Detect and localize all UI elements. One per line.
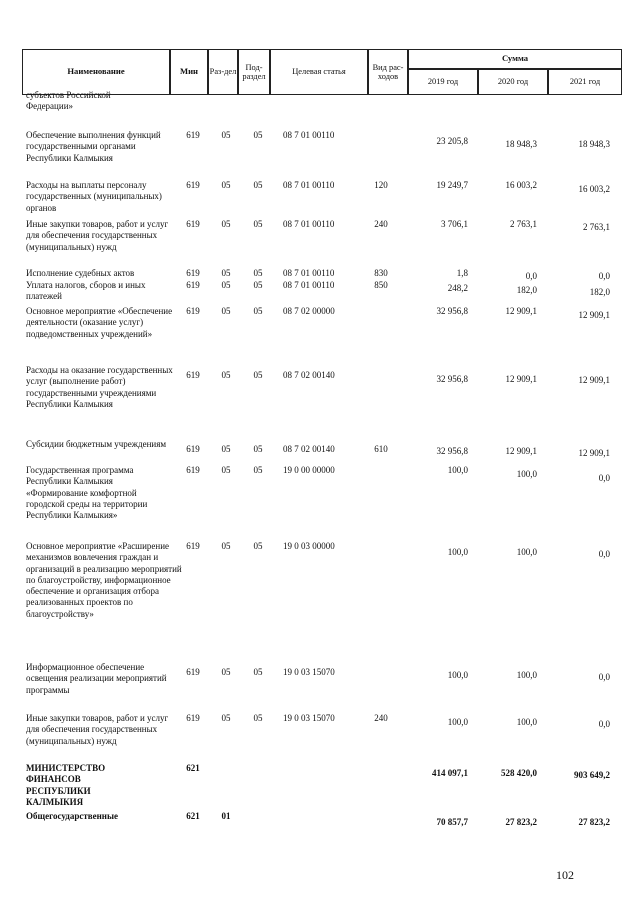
row-razdel: 01 [221,811,231,821]
row-2019: 100,0 [447,547,468,557]
row-2021: 0,0 [598,672,610,682]
row-2021: 12 909,1 [578,375,610,385]
row-podrazdel: 05 [253,280,263,290]
row-2020: 27 823,2 [505,817,537,827]
row-podrazdel: 05 [253,667,263,677]
row-celevaya: 08 7 01 00110 [283,180,335,190]
row-vid: 850 [374,280,388,290]
row-razdel: 05 [221,465,231,475]
row-2020: 2 763,1 [510,219,537,229]
row-2020: 100,0 [516,469,537,479]
row-2019: 70 857,7 [436,817,468,827]
row-2019: 32 956,8 [436,446,468,456]
row-2019: 1,8 [456,268,468,278]
row-2019: 100,0 [447,717,468,727]
row-2019: 100,0 [447,465,468,475]
row-razdel: 05 [221,219,231,229]
row-2020: 100,0 [516,547,537,557]
row-podrazdel: 05 [253,306,263,316]
row-name: Основное мероприятие «Обеспечение деятельности (оказание услуг) подведомственных учреждений» [26,306,173,339]
row-2021: 2 763,1 [583,222,610,232]
row-podrazdel: 05 [253,541,263,551]
row-celevaya: 08 7 02 00140 [283,444,335,454]
header-2021: 2021 год [548,69,622,95]
row-2019: 100,0 [447,670,468,680]
row-2020: 0,0 [525,271,537,281]
row-podrazdel: 05 [253,444,263,454]
row-vid: 610 [374,444,388,454]
row-name: Иные закупки товаров, работ и услуг для обеспечения государственных (муниципальных) нужд [26,219,169,252]
row-2021: 18 948,3 [578,139,610,149]
row-2021: 12 909,1 [578,310,610,320]
row-celevaya: 08 7 01 00110 [283,268,335,278]
row-name: Уплата налогов, сборов и иных платежей [26,280,146,302]
row-2019: 248,2 [447,283,468,293]
row-celevaya: 08 7 02 00000 [283,306,335,316]
header-celevaya: Целевая статья [270,49,368,95]
row-min: 619 [186,130,200,140]
header-vid: Вид рас-ходов [368,49,408,95]
header-2019: 2019 год [408,69,478,95]
row-2020: 16 003,2 [505,180,537,190]
row-2019: 414 097,1 [432,768,468,778]
row-2021: 0,0 [598,271,610,281]
row-podrazdel: 05 [253,713,263,723]
row-name: Исполнение судебных актов [26,268,135,278]
row-name: Расходы на оказание государственных услуг (выполнение работ) государственными учреждениями Республики Калмыкия [26,365,173,409]
row-2019: 32 956,8 [436,306,468,316]
header-razdel: Раз-дел [208,49,238,95]
row-min: 619 [186,280,200,290]
row-min: 619 [186,370,200,380]
row-min: 621 [186,811,200,821]
header-2020: 2020 год [478,69,548,95]
row-podrazdel: 05 [253,370,263,380]
row-podrazdel: 05 [253,465,263,475]
row-2019: 23 205,8 [436,136,468,146]
page-number: 102 [556,868,574,882]
row-celevaya: 19 0 03 00000 [283,541,335,551]
row-name: МИНИСТЕРСТВО ФИНАНСОВ РЕСПУБЛИКИ КАЛМЫКИЯ [26,763,106,807]
header-summa: Сумма [408,49,622,69]
row-celevaya: 19 0 03 15070 [283,713,335,723]
row-min: 619 [186,465,200,475]
row-vid: 240 [374,713,388,723]
row-celevaya: 19 0 03 15070 [283,667,335,677]
row-razdel: 05 [221,306,231,316]
row-vid: 120 [374,180,388,190]
header-name: Наименование [22,49,170,95]
row-2021: 0,0 [598,719,610,729]
row-name: Субсидии бюджетным учреждениям [26,439,167,449]
row-min: 619 [186,306,200,316]
row-2020: 100,0 [516,670,537,680]
row-razdel: 05 [221,370,231,380]
row-vid: 240 [374,219,388,229]
row-2020: 12 909,1 [505,446,537,456]
row-name: Информационное обеспечение освещения реализации мероприятий программы [26,662,167,695]
row-razdel: 05 [221,130,231,140]
row-2020: 18 948,3 [505,139,537,149]
row-2021: 16 003,2 [578,184,610,194]
row-min: 619 [186,219,200,229]
row-name: Общегосударственные [26,811,118,821]
row-min: 619 [186,713,200,723]
row-2020: 182,0 [516,285,537,295]
table-header [22,49,622,95]
row-name: Государственная программа Республики Калмыкия «Формирование комфортной городской среды на территории Республики Калмыкия» [26,465,148,521]
row-celevaya: 08 7 01 00110 [283,280,335,290]
row-razdel: 05 [221,180,231,190]
row-2020: 100,0 [516,717,537,727]
row-2019: 32 956,8 [436,374,468,384]
row-podrazdel: 05 [253,219,263,229]
row-2021: 903 649,2 [574,770,610,780]
row-razdel: 05 [221,667,231,677]
row-2020: 12 909,1 [505,374,537,384]
row-2020: 12 909,1 [505,306,537,316]
row-razdel: 05 [221,268,231,278]
row-razdel: 05 [221,541,231,551]
row-name: Основное мероприятие «Расширение механизмов вовлечения граждан и организаций в реализацию мероприятий по благоустройству, информационное обеспечение и организация отбора реализованных проектов по благоустройству» [26,541,182,619]
row-2021: 0,0 [598,549,610,559]
row-2021: 182,0 [589,287,610,297]
header-podrazdel: Под-раздел [238,49,270,95]
row-vid: 830 [374,268,388,278]
row-min: 619 [186,180,200,190]
row-razdel: 05 [221,444,231,454]
row-celevaya: 08 7 01 00110 [283,130,335,140]
row-2021: 0,0 [598,473,610,483]
row-min: 619 [186,268,200,278]
row-podrazdel: 05 [253,180,263,190]
row-name: Иные закупки товаров, работ и услуг для обеспечения государственных (муниципальных) нужд [26,713,169,746]
row-2020: 528 420,0 [501,768,537,778]
row-celevaya: 19 0 00 00000 [283,465,335,475]
row-podrazdel: 05 [253,268,263,278]
row-min: 621 [186,763,200,773]
row-podrazdel: 05 [253,130,263,140]
row-2019: 3 706,1 [441,219,468,229]
row-name: Расходы на выплаты персоналу государственных (муниципальных) органов [26,180,162,213]
row-2021: 12 909,1 [578,448,610,458]
row-min: 619 [186,444,200,454]
row-celevaya: 08 7 01 00110 [283,219,335,229]
row-name: Обеспечение выполнения функций государственными органами Республики Калмыкия [26,130,161,163]
header-min: Мин [170,49,208,95]
row-2021: 27 823,2 [578,817,610,827]
row-2019: 19 249,7 [436,180,468,190]
row-celevaya: 08 7 02 00140 [283,370,335,380]
row-razdel: 05 [221,713,231,723]
row-min: 619 [186,667,200,677]
row-min: 619 [186,541,200,551]
row-razdel: 05 [221,280,231,290]
continuation-text: субъектов Российской Федерации» [26,90,111,112]
